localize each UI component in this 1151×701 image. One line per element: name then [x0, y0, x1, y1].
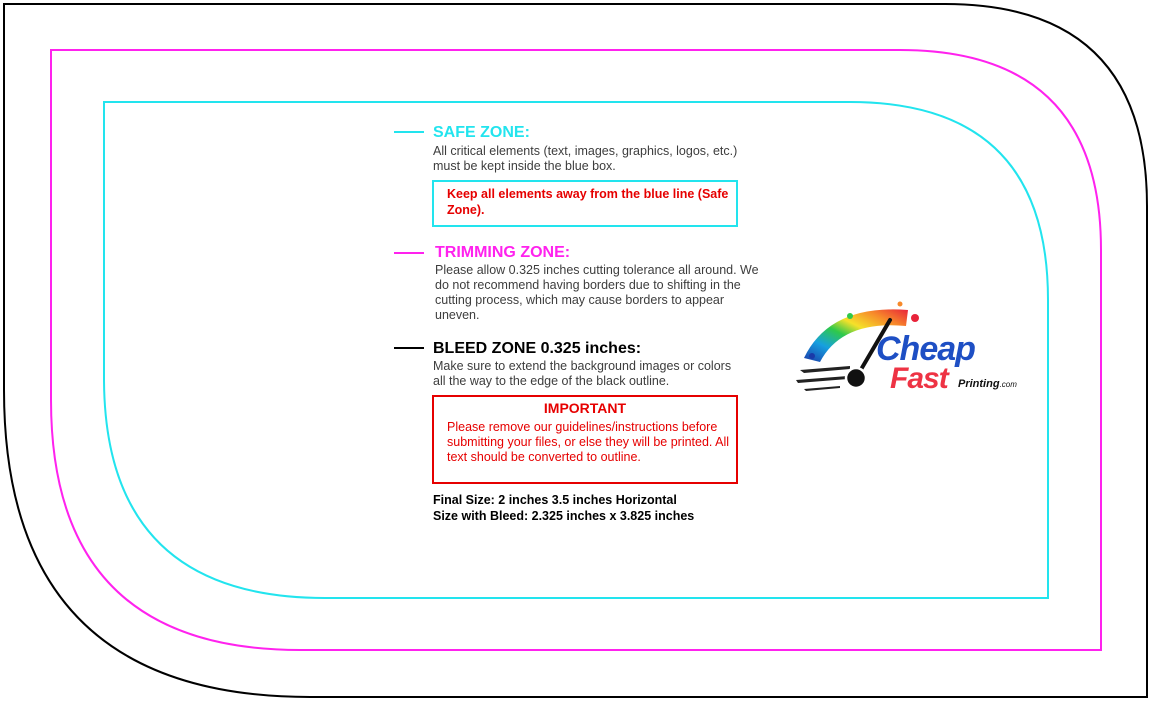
safe-zone-legend-line [394, 131, 424, 133]
important-text: Please remove our guidelines/instructions before submitting your files, or else they will be printed. All text should be converted to outline. [447, 420, 730, 464]
cheapfastprinting-logo [790, 296, 1035, 406]
safe-zone-callout-box [432, 180, 738, 227]
safe-zone-title: SAFE ZONE: [433, 124, 530, 141]
logo-speed-streaks [796, 366, 850, 391]
important-title: IMPORTANT [543, 400, 627, 416]
bleed-zone-text: Make sure to extend the background images or colors all the way to the edge of the black outline. [433, 359, 732, 388]
bleed-size-text: Size with Bleed: 2.325 inches x 3.825 inches [433, 509, 695, 523]
safe-zone-callout-text: Keep all elements away from the blue line (Safe Zone). [447, 187, 729, 217]
trim-zone-legend-line [394, 252, 424, 254]
logo-word-printing [958, 378, 1017, 390]
logo-printing-text: Printing [958, 378, 1000, 390]
logo-word-cheap: Cheap [876, 330, 975, 368]
trim-zone-text: Please allow 0.325 inches cutting tolerance all around. We do not recommend having borders due to shifting in the cutting process, which may cause borders to appear uneven. [435, 263, 759, 322]
trim-zone-title: TRIMMING ZONE: [435, 244, 571, 261]
bleed-zone-title: BLEED ZONE 0.325 inches: [433, 340, 642, 357]
bleed-zone-legend-line [394, 347, 424, 349]
final-size-text: Final Size: 2 inches 3.5 inches Horizontal [433, 493, 677, 507]
logo-gauge-hub [846, 368, 866, 388]
logo-word-fast: Fast [890, 362, 948, 395]
important-box [432, 395, 738, 484]
logo-suffix-text: .com [999, 380, 1017, 389]
safe-zone-text: All critical elements (text, images, graphics, logos, etc.) must be kept inside the blue box. [433, 144, 738, 173]
